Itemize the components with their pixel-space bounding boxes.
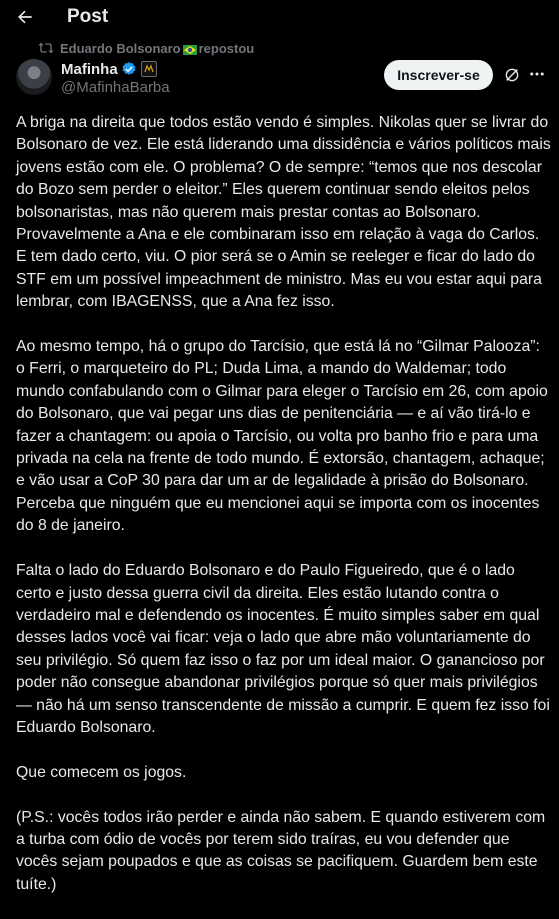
post-text xyxy=(16,112,551,919)
avatar[interactable] xyxy=(16,59,52,95)
post-author xyxy=(0,59,559,103)
author-handle[interactable]: @MafinhaBarba xyxy=(61,79,170,96)
page-title: Post xyxy=(67,6,109,27)
repost-icon xyxy=(38,41,54,55)
repost-suffix: repostou xyxy=(198,40,255,56)
arrow-left-icon[interactable] xyxy=(15,7,35,27)
post-paragraph: Que comecem os jogos. xyxy=(16,763,187,781)
author-name[interactable]: Mafinha xyxy=(61,60,118,78)
grok-icon[interactable] xyxy=(504,67,520,83)
post-paragraph: A briga na direita que todos estão vendo é simples. Nikolas quer se livrar do Bolsonaro de vez. Ele está liderando uma dissidência e vários políticos mais jovens estão com ele. O problema? O de sempre: “temos que nos descolar do Bozo sem perder o eleitor.” Eles querem continuar sendo eleitos pelos bolsonaristas, mas não querem mais prestar contas ao Bolsonaro. Provavelmente a Ana e ele combinaram isso em relação à vaga do Carlos. E tem dado certo, viu. O pior será se o Amin se reeleger e ficar do lado do STF em um possível impeachment de ministro. Mas eu vou estar aqui para lembrar, com IBAGENSS, que a Ana fez isso. xyxy=(16,114,551,311)
author-name-line xyxy=(61,59,157,79)
brazil-flag-icon xyxy=(183,43,197,53)
post-paragraph: Ao mesmo tempo, há o grupo do Tarcísio, que está lá no “Gilmar Palooza”: o Ferri, o marqueteiro do PL; Duda Lima, a mando do Waldemar; todo mundo confabulando com o Gilmar para eleger o Tarcísio em 26, com apoio do Bolsonaro, que vai pegar uns dias de penitenciária — e aí vão tirá-lo e fazer a chantagem: ou apoia o Tarcísio, ou volta pro banho frio e para uma privada na cela na frente de todo mundo. É extorsão, chantagem, achaque; e vão usar a CoP 30 para dar um ar de legalidade à prisão do Bolsonaro. Perceba que ninguém que eu mencionei aqui se importa com os inocentes do 8 de janeiro. xyxy=(16,338,548,535)
repost-indicator xyxy=(0,40,559,56)
post-paragraph: (P.S.: vocês todos irão perder e ainda não sabem. E quando estiverem com a turba com ódio de vocês por terem sido traíras, eu vou defender que vocês sejam poupados e que as coisas se pacifiquem. Guardem bem este tuíte.) xyxy=(16,808,546,893)
affiliation-badge-icon xyxy=(141,61,157,77)
subscribe-button[interactable]: Inscrever-se xyxy=(384,60,493,90)
verified-badge-icon xyxy=(121,61,137,77)
repost-user[interactable]: Eduardo Bolsonaro xyxy=(60,40,181,56)
post-paragraph: Falta o lado do Eduardo Bolsonaro e do Paulo Figueiredo, que é o lado certo e justo dessa guerra civil da direita. Eles estão lutando contra o verdadeiro mal e defendendo os inocentes. É muito simples saber em qual desses lados você vai ficar: veja o lado que abre mão voluntariamente do seu privilégio. Só quem faz isso o faz por um ideal maior. O ganancioso por poder não consegue abandonar privilégios porque só quer mais privilégios — não há um senso transcendente de missão a cumprir. E quem fez isso foi Eduardo Bolsonaro. xyxy=(16,562,550,736)
more-icon[interactable] xyxy=(528,65,546,83)
top-bar xyxy=(0,0,559,34)
